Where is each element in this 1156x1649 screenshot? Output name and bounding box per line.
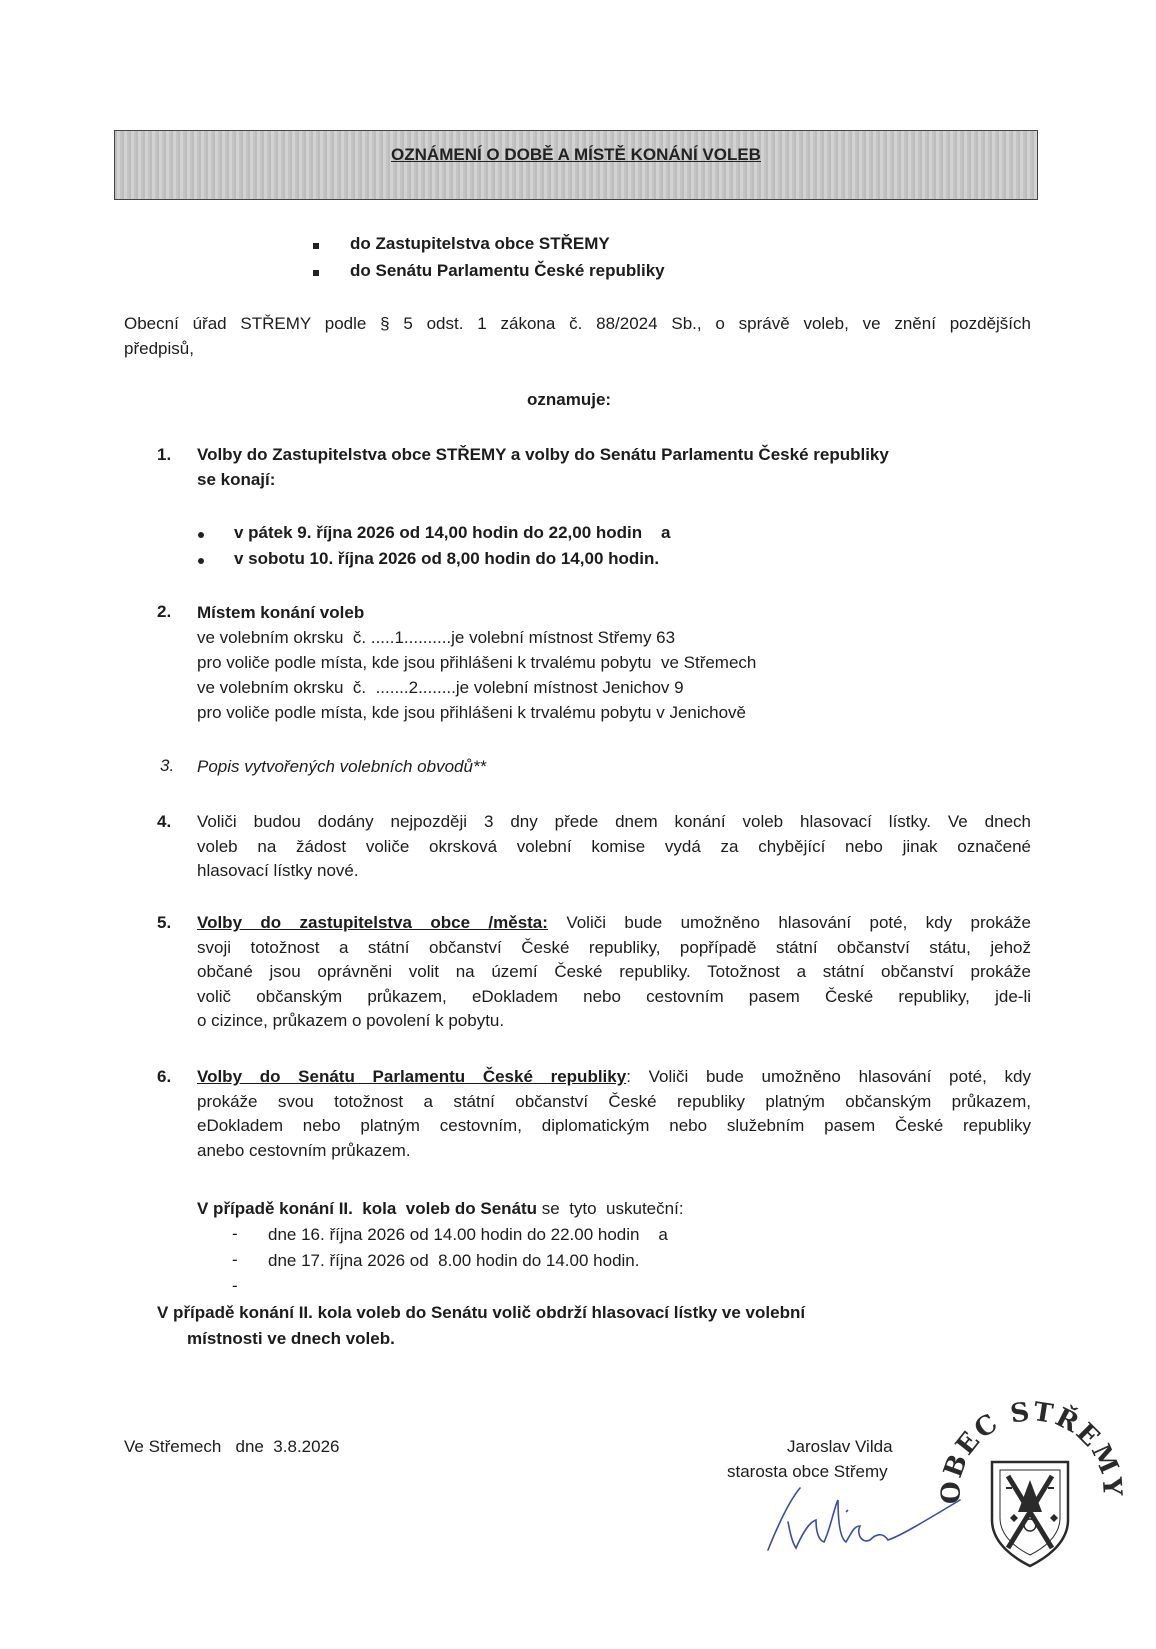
bullet-square-icon xyxy=(313,243,319,249)
election-type-2: do Senátu Parlamentu České republiky xyxy=(350,261,665,280)
item1-date-1: v pátek 9. října 2026 od 14,00 hodin do 22,00 hodin a xyxy=(234,523,671,542)
item1-date-2: v sobotu 10. října 2026 od 8,00 hodin do 14,00 hodin. xyxy=(234,549,660,568)
item6-text: Volby do Senátu Parlamentu České republiky: Voliči bude umožněno hlasování poté, kdy prokáže svou totožnost a státní občanství České republiky platným občanským průkazem, eDokladem nebo platným cestovním, diplomatickým nebo služebním pasem České republiky anebo cestovním průkazem. xyxy=(197,1067,1031,1160)
dash-marker: - xyxy=(232,1224,238,1243)
final-note-line-1: V případě konání II. kola voleb do Senátu volič obdrží hlasovací lístky ve volební xyxy=(157,1303,806,1322)
header-banner xyxy=(114,130,1038,200)
bullet-dot-icon xyxy=(198,532,204,538)
dash-marker: - xyxy=(232,1250,238,1269)
municipal-stamp xyxy=(930,1380,1130,1580)
item6-heading: Volby do Senátu Parlamentu České republiky xyxy=(197,1067,627,1086)
place-and-date: Ve Střemech dne 3.8.2026 xyxy=(124,1437,340,1456)
item3-text: Popis vytvořených volebních obvodů** xyxy=(197,757,487,776)
item-number: 2. xyxy=(157,602,172,621)
document-title: OZNÁMENÍ O DOBĚ A MÍSTĚ KONÁNÍ VOLEB xyxy=(391,145,761,164)
second-round-date-1: dne 16. října 2026 od 14.00 hodin do 22.00 hodin a xyxy=(268,1225,668,1244)
signer-role: starosta obce Střemy xyxy=(727,1462,888,1481)
bullet-dot-icon xyxy=(198,558,204,564)
svg-text:OBEC STŘEMY: OBEC STŘEMY xyxy=(936,1397,1128,1505)
item5-heading: Volby do zastupitelstva obce /města: xyxy=(197,913,548,932)
item1-text: Volby do Zastupitelstva obce STŘEMY a volby do Senátu Parlamentu České republiky se konají: xyxy=(197,445,889,489)
second-round-date-2: dne 17. října 2026 od 8.00 hodin do 14.00 hodin. xyxy=(268,1251,640,1270)
item-number: 6. xyxy=(157,1067,172,1086)
intro-paragraph: Obecní úřad STŘEMY podle § 5 odst. 1 zákona č. 88/2024 Sb., o správě voleb, ve znění pozdějších předpisů, xyxy=(124,314,1031,358)
item2-text: Místem konání voleb ve volebním okrsku č. .....1..........je volební místnost Střemy 63 pro voliče podle místa, kde jsou přihlášeni k trvalému pobytu ve Střemech ve volebním okrsku č. .......2........je volební místnost Jenichov 9 pro voliče podle místa, kde jsou přihlášeni k trvalému pobytu v Jenichově xyxy=(197,603,757,722)
announces-heading: oznamuje: xyxy=(527,390,612,409)
election-type-1: do Zastupitelstva obce STŘEMY xyxy=(350,234,610,253)
final-note-line-2: místnosti ve dnech voleb. xyxy=(187,1329,395,1348)
bullet-square-icon xyxy=(313,270,319,276)
second-round-intro: V případě konání II. kola voleb do Senátu se tyto uskuteční: xyxy=(197,1199,684,1218)
item-number: 3. xyxy=(160,756,175,775)
item-number: 4. xyxy=(157,812,172,831)
item4-text: Voliči budou dodány nejpozději 3 dny přede dnem konání voleb hlasovací lístky. Ve dnech voleb na žádost voliče okrsková volební komise vydá za chybějící nebo jinak označené hlasovací lístky nové. xyxy=(197,812,1031,880)
item-number: 5. xyxy=(157,913,172,932)
dash-marker: - xyxy=(232,1276,238,1295)
item5-text: Volby do zastupitelstva obce /města: Voliči bude umožněno hlasování poté, kdy prokáže svoji totožnost a státní občanství České republiky, popřípadě státní občanství státu, jehož občané jsou oprávněni volit na území České republiky. Totožnost a státní občanství prokáže volič občanským průkazem, eDokladem nebo cestovním pasem České republiky, jde-li o cizince, průkazem o povolení k pobytu. xyxy=(197,913,1031,1030)
signer-name: Jaroslav Vilda xyxy=(787,1437,893,1456)
item-number: 1. xyxy=(157,445,172,464)
